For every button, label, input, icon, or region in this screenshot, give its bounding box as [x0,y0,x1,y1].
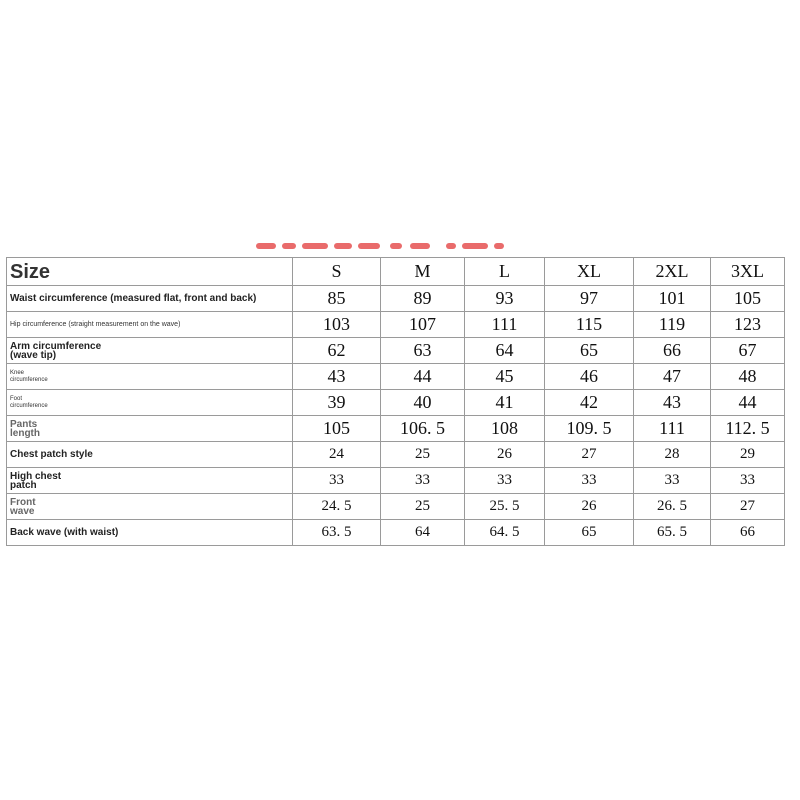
row-label-foot [7,390,293,416]
size-header-3xl: 3XL [711,258,785,286]
table-cell: 64 [465,338,545,364]
table-cell: 63 [381,338,465,364]
table-cell: 106. 5 [381,416,465,442]
table-cell: 48 [711,364,785,390]
size-header-s: S [293,258,381,286]
table-cell: 24 [293,442,381,468]
table-cell: 26. 5 [634,494,711,520]
table-cell: 25 [381,442,465,468]
table-cell: 24. 5 [293,494,381,520]
table-cell: 26 [545,494,634,520]
table-cell: 101 [634,286,711,312]
size-corner-label: Size [7,258,293,286]
table-cell: 66 [634,338,711,364]
table-cell: 26 [465,442,545,468]
table-cell: 43 [634,390,711,416]
table-cell: 27 [545,442,634,468]
table-cell: 111 [465,312,545,338]
table-row [7,520,785,546]
table-cell: 108 [465,416,545,442]
size-header-2xl: 2XL [634,258,711,286]
row-label-high-chest [7,468,293,494]
row-label-pants [7,416,293,442]
row-label-foot-text: Foot circumference [10,395,48,409]
table-cell: 89 [381,286,465,312]
table-cell: 66 [711,520,785,546]
table-cell: 103 [293,312,381,338]
table-cell: 25. 5 [465,494,545,520]
row-label-arm [7,338,293,364]
table-cell: 33 [465,468,545,494]
table-cell: 33 [545,468,634,494]
size-header-row [7,258,785,286]
table-cell: 40 [381,390,465,416]
table-cell: 112. 5 [711,416,785,442]
table-cell: 46 [545,364,634,390]
table-row [7,390,785,416]
row-label-chest-patch: Chest patch style [7,442,293,468]
table-cell: 97 [545,286,634,312]
row-label-pants-text: Pants length [10,418,40,439]
table-cell: 105 [711,286,785,312]
table-cell: 64. 5 [465,520,545,546]
table-cell: 33 [711,468,785,494]
table-cell: 109. 5 [545,416,634,442]
row-label-back-wave: Back wave (with waist) [7,520,293,546]
table-cell: 42 [545,390,634,416]
table-cell: 65. 5 [634,520,711,546]
table-cell: 43 [293,364,381,390]
table-cell: 25 [381,494,465,520]
size-header-xl: XL [545,258,634,286]
row-label-arm-text: Arm circumference (wave tip) [10,340,102,361]
row-label-front-wave-text: Front wave [10,496,36,517]
size-chart-table [6,257,785,546]
table-cell: 67 [711,338,785,364]
table-cell: 44 [381,364,465,390]
row-label-front-wave [7,494,293,520]
table-cell: 85 [293,286,381,312]
table-cell: 39 [293,390,381,416]
table-cell: 64 [381,520,465,546]
table-cell: 44 [711,390,785,416]
table-row [7,468,785,494]
table-cell: 41 [465,390,545,416]
row-label-knee-text: Knee circumference [10,369,48,383]
table-cell: 63. 5 [293,520,381,546]
table-cell: 123 [711,312,785,338]
table-cell: 119 [634,312,711,338]
row-label-hip: Hip circumference (straight measurement on the wave) [7,312,293,338]
table-cell: 45 [465,364,545,390]
table-cell: 115 [545,312,634,338]
size-header-l: L [465,258,545,286]
table-cell: 28 [634,442,711,468]
row-label-waist: Waist circumference (measured flat, front and back) [7,286,293,312]
table-cell: 33 [381,468,465,494]
table-cell: 62 [293,338,381,364]
table-row [7,416,785,442]
table-row [7,338,785,364]
table-cell: 105 [293,416,381,442]
table-cell: 111 [634,416,711,442]
table-cell: 29 [711,442,785,468]
table-cell: 27 [711,494,785,520]
table-cell: 107 [381,312,465,338]
table-cell: 65 [545,338,634,364]
table-row [7,286,785,312]
table-cell: 33 [293,468,381,494]
row-label-knee [7,364,293,390]
table-cell: 93 [465,286,545,312]
table-row [7,494,785,520]
table-cell: 65 [545,520,634,546]
table-row [7,312,785,338]
row-label-high-chest-text: High chest patch [10,470,62,491]
table-row [7,442,785,468]
table-cell: 33 [634,468,711,494]
cropped-red-heading [250,240,550,254]
table-row [7,364,785,390]
size-header-m: M [381,258,465,286]
table-cell: 47 [634,364,711,390]
